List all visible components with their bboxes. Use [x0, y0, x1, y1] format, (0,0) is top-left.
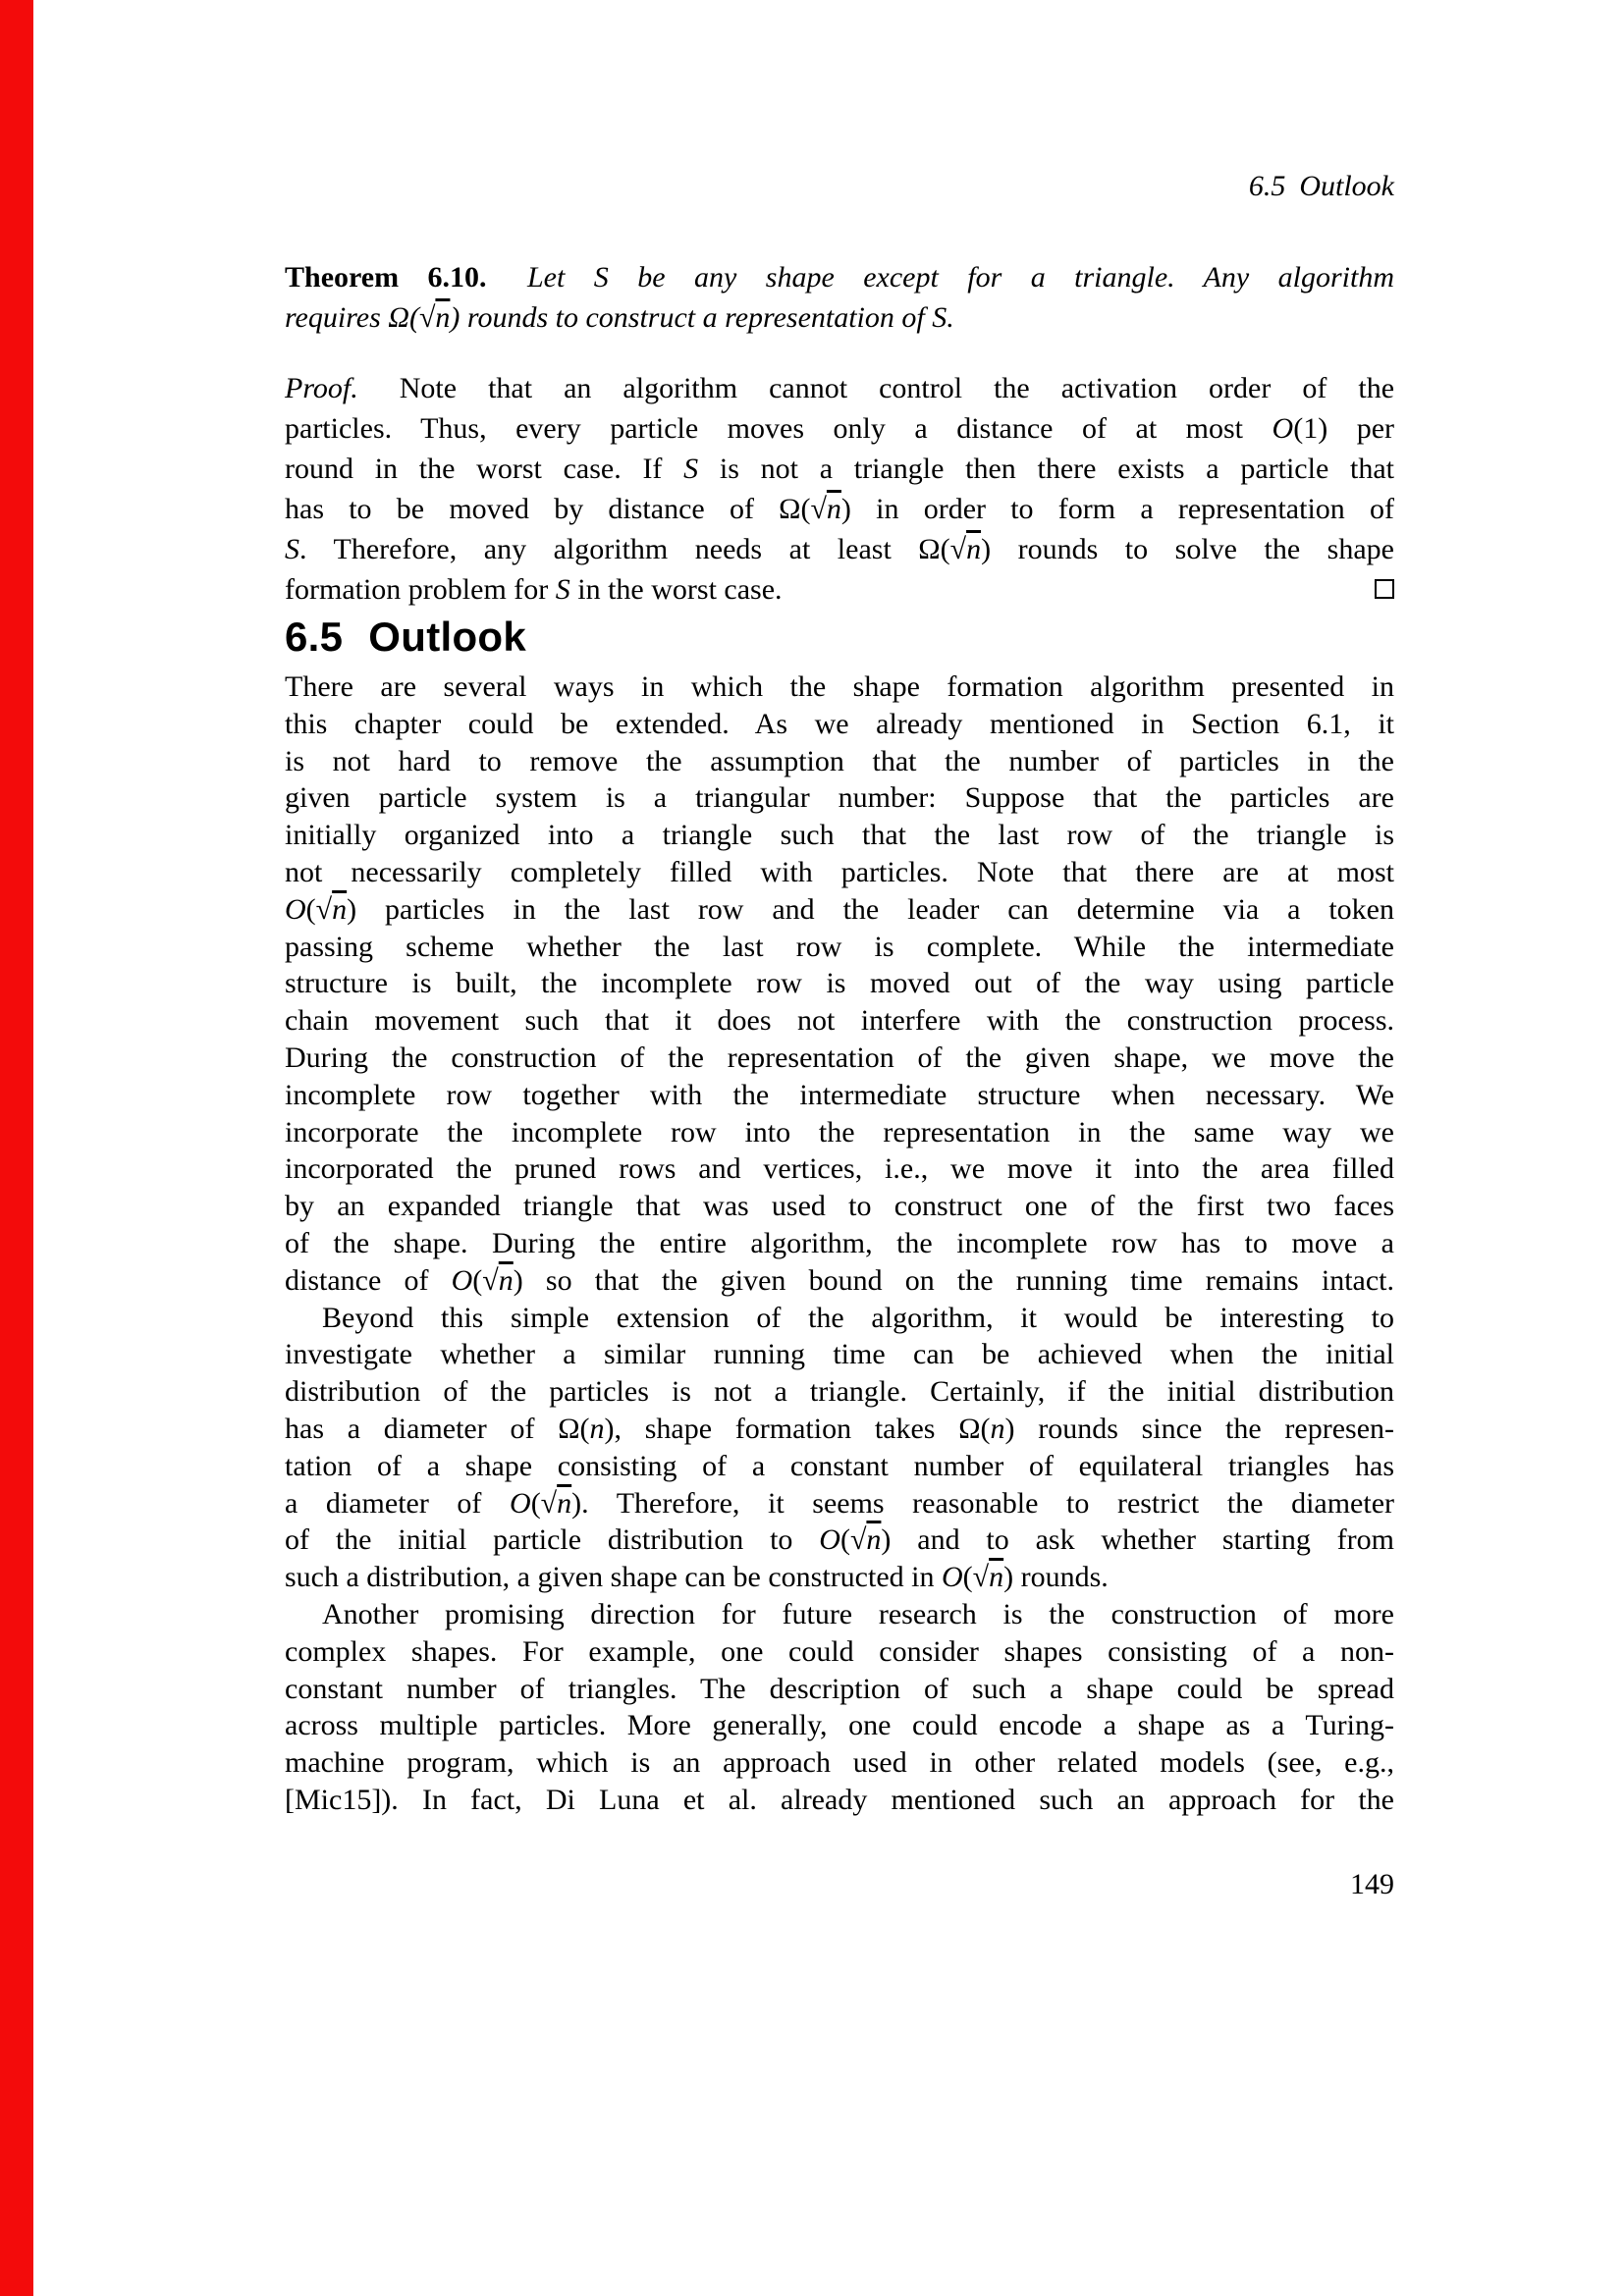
section-heading: [285, 614, 1394, 661]
text-line: Another promising direction for future research is the construction of more: [322, 1597, 1394, 1630]
running-header-number: 6.5: [1248, 170, 1286, 202]
theorem-label: Theorem 6.10.: [285, 261, 487, 294]
paragraph-3: [285, 1596, 1394, 1819]
text-line: tation of a shape consisting of a constant number of equilateral triangles has: [285, 1449, 1394, 1482]
text-line: constant number of triangles. The description of such a shape could be spread: [285, 1672, 1394, 1705]
text-line: given particle system is a triangular number: Suppose that the particles are: [285, 781, 1394, 815]
text-line: [285, 257, 1394, 297]
text-line: distance of O(√n) so that the given bound on the running time remains intact.: [285, 1263, 1394, 1297]
proof-line1: Note that an algorithm cannot control the activation order of the: [399, 372, 1395, 404]
proof-last-line: formation problem for S in the worst case.: [285, 573, 783, 606]
text-line: particles. Thus, every particle moves only a distance of at most O(1) per: [285, 412, 1395, 445]
text-line: distribution of the particles is not a triangle. Certainly, if the initial distribution: [285, 1375, 1394, 1409]
text-line: Beyond this simple extension of the algorithm, it would be interesting to: [322, 1301, 1394, 1334]
text-line: incorporate the incomplete row into the representation in the same way we: [285, 1115, 1394, 1148]
theorem-line1: Let S be any shape except for a triangle. Any algorithm: [527, 261, 1394, 294]
text-line: round in the worst case. If S is not a triangle then there exists a particle that: [285, 453, 1394, 485]
text-line: of the initial particle distribution to O(√n) and to ask whether starting from: [285, 1523, 1394, 1557]
text-line: There are several ways in which the shape formation algorithm presented in: [285, 670, 1394, 703]
text-line: passing scheme whether the last row is complete. While the intermediate: [285, 930, 1394, 963]
text-line: S. Therefore, any algorithm needs at least Ω(√n) rounds to solve the shape: [285, 533, 1394, 565]
text-line: [285, 368, 1394, 408]
text-line: not necessarily completely filled with particles. Note that there are at most: [285, 855, 1394, 888]
text-line: incomplete row together with the intermediate structure when necessary. We: [285, 1078, 1394, 1111]
text-line: by an expanded triangle that was used to construct one of the first two faces: [285, 1190, 1394, 1223]
text-line: complex shapes. For example, one could consider shapes consisting of a non-: [285, 1634, 1394, 1668]
proof-label: Proof.: [285, 372, 358, 404]
page-content: [285, 0, 1394, 1819]
text-line: structure is built, the incomplete row is moved out of the way using particle: [285, 967, 1394, 1000]
text-line: [Mic15]). In fact, Di Luna et al. already mentioned such an approach for the: [285, 1783, 1394, 1816]
text-line: incorporated the pruned rows and vertices, i.e., we move it into the area filled: [285, 1152, 1394, 1186]
text-line: [285, 569, 1394, 610]
section-title: Outlook: [368, 614, 527, 660]
running-header-title: Outlook: [1299, 170, 1394, 202]
text-line: O(√n) particles in the last row and the leader can determine via a token: [285, 892, 1394, 926]
text-line: has to be moved by distance of Ω(√n) in order to form a representation of: [285, 493, 1395, 525]
page-number: 149: [1350, 1868, 1394, 1900]
text-line: investigate whether a similar running time can be achieved when the initial: [285, 1338, 1394, 1371]
text-line: across multiple particles. More generally, one could encode a shape as a Turing-: [285, 1709, 1394, 1742]
proof-block: [285, 368, 1394, 610]
text-line: such a distribution, a given shape can be constructed in O(√n) rounds.: [285, 1561, 1109, 1594]
text-line: During the construction of the representation of the given shape, we move the: [285, 1041, 1394, 1074]
left-red-bar: [0, 0, 33, 2296]
paragraph-1: [285, 668, 1394, 1300]
theorem-6-10: [285, 257, 1394, 338]
text-line: of the shape. During the entire algorithm, the incomplete row has to move a: [285, 1226, 1394, 1259]
text-line: has a diameter of Ω(n), shape formation takes Ω(n) rounds since the represen-: [285, 1412, 1395, 1445]
text-line: is not hard to remove the assumption that the number of particles in the: [285, 744, 1394, 777]
text-line: chain movement such that it does not interfere with the construction process.: [285, 1004, 1394, 1038]
text-line: requires Ω(√n) rounds to construct a representation of S.: [285, 301, 954, 334]
text-line: machine program, which is an approach used in other related models (see, e.g.,: [285, 1746, 1394, 1780]
text-line: this chapter could be extended. As we already mentioned in Section 6.1, it: [285, 707, 1394, 740]
section-number: 6.5: [285, 614, 344, 660]
qed-box: [1375, 579, 1394, 599]
text-line: initially organized into a triangle such that the last row of the triangle is: [285, 819, 1394, 852]
text-line: a diameter of O(√n). Therefore, it seems reasonable to restrict the diameter: [285, 1486, 1395, 1520]
paragraph-2: [285, 1300, 1394, 1596]
